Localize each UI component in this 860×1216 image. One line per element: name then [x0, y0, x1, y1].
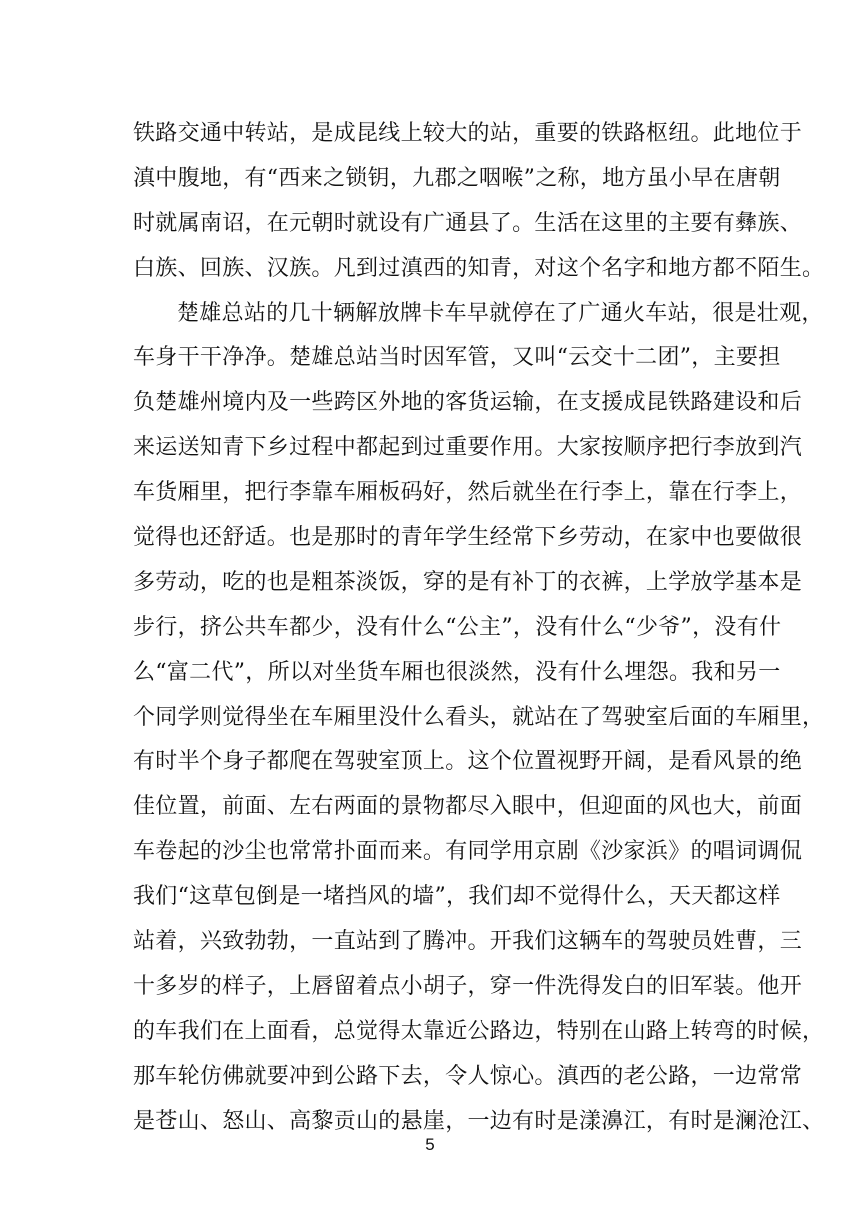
text-line: 滇中腹地，有“西来之锁钥，九郡之咽喉”之称，地方虽小早在唐朝	[133, 165, 781, 191]
text-line: 那车轮仿佛就要冲到公路下去，令人惊心。滇西的老公路，一边常常	[133, 1063, 803, 1089]
text-line: 车卷起的沙尘也常常扑面而来。有同学用京剧《沙家浜》的唱词调侃	[133, 839, 803, 865]
text-line: 来运送知青下乡过程中都起到过重要作用。大家按顺序把行李放到汽	[133, 435, 803, 461]
paragraph-first-line: 楚雄总站的几十辆解放牌卡车早就停在了广通火车站，很是壮观，	[177, 300, 824, 326]
text-line: 个同学则觉得坐在车厢里没什么看头，就站在了驾驶室后面的车厢里，	[133, 704, 825, 730]
text-line: 十多岁的样子，上唇留着点小胡子，穿一件洗得发白的旧军装。他开	[133, 973, 803, 999]
page-number: 5	[425, 1135, 435, 1154]
text-line: 是苍山、怒山、高黎贡山的悬崖，一边有时是漾濞江，有时是澜沧江、	[133, 1108, 825, 1134]
text-line: 站着，兴致勃勃，一直站到了腾冲。开我们这辆车的驾驶员姓曹，三	[133, 929, 803, 955]
text-line: 步行，挤公共车都少，没有什么“公主”，没有什么“少爷”，没有什	[133, 614, 782, 640]
text-line: 白族、回族、汉族。凡到过滇西的知青，对这个名字和地方都不陌生。	[133, 255, 825, 281]
text-line: 觉得也还舒适。也是那时的青年学生经常下乡劳动，在家中也要做很	[133, 525, 803, 551]
text-line: 佳位置，前面、左右两面的景物都尽入眼中，但迎面的风也大，前面	[133, 794, 803, 820]
text-line: 负楚雄州境内及一些跨区外地的客货运输，在支援成昆铁路建设和后	[133, 390, 803, 416]
text-line: 我们“这草包倒是一堵挡风的墙”，我们却不觉得什么，天天都这样	[133, 884, 781, 910]
text-line: 车货厢里，把行李靠车厢板码好，然后就坐在行李上，靠在行李上，	[133, 480, 803, 506]
text-line: 车身干干净净。楚雄总站当时因军管，又叫“云交十二团”，主要担	[133, 345, 781, 371]
text-line: 么“富二代”，所以对坐货车厢也很淡然，没有什么埋怨。我和另一	[133, 659, 781, 685]
text-line: 的车我们在上面看，总觉得太靠近公路边，特别在山路上转弯的时候，	[133, 1018, 825, 1044]
text-line: 有时半个身子都爬在驾驶室顶上。这个位置视野开阔，是看风景的绝	[133, 749, 803, 775]
text-line: 铁路交通中转站，是成昆线上较大的站，重要的铁路枢纽。此地位于	[133, 121, 803, 146]
text-line: 多劳动，吃的也是粗茶淡饭，穿的是有补丁的衣裤，上学放学基本是	[133, 569, 803, 595]
body-text	[133, 112, 825, 1144]
text-line: 时就属南诏，在元朝时就设有广通县了。生活在这里的主要有彝族、	[133, 210, 803, 236]
